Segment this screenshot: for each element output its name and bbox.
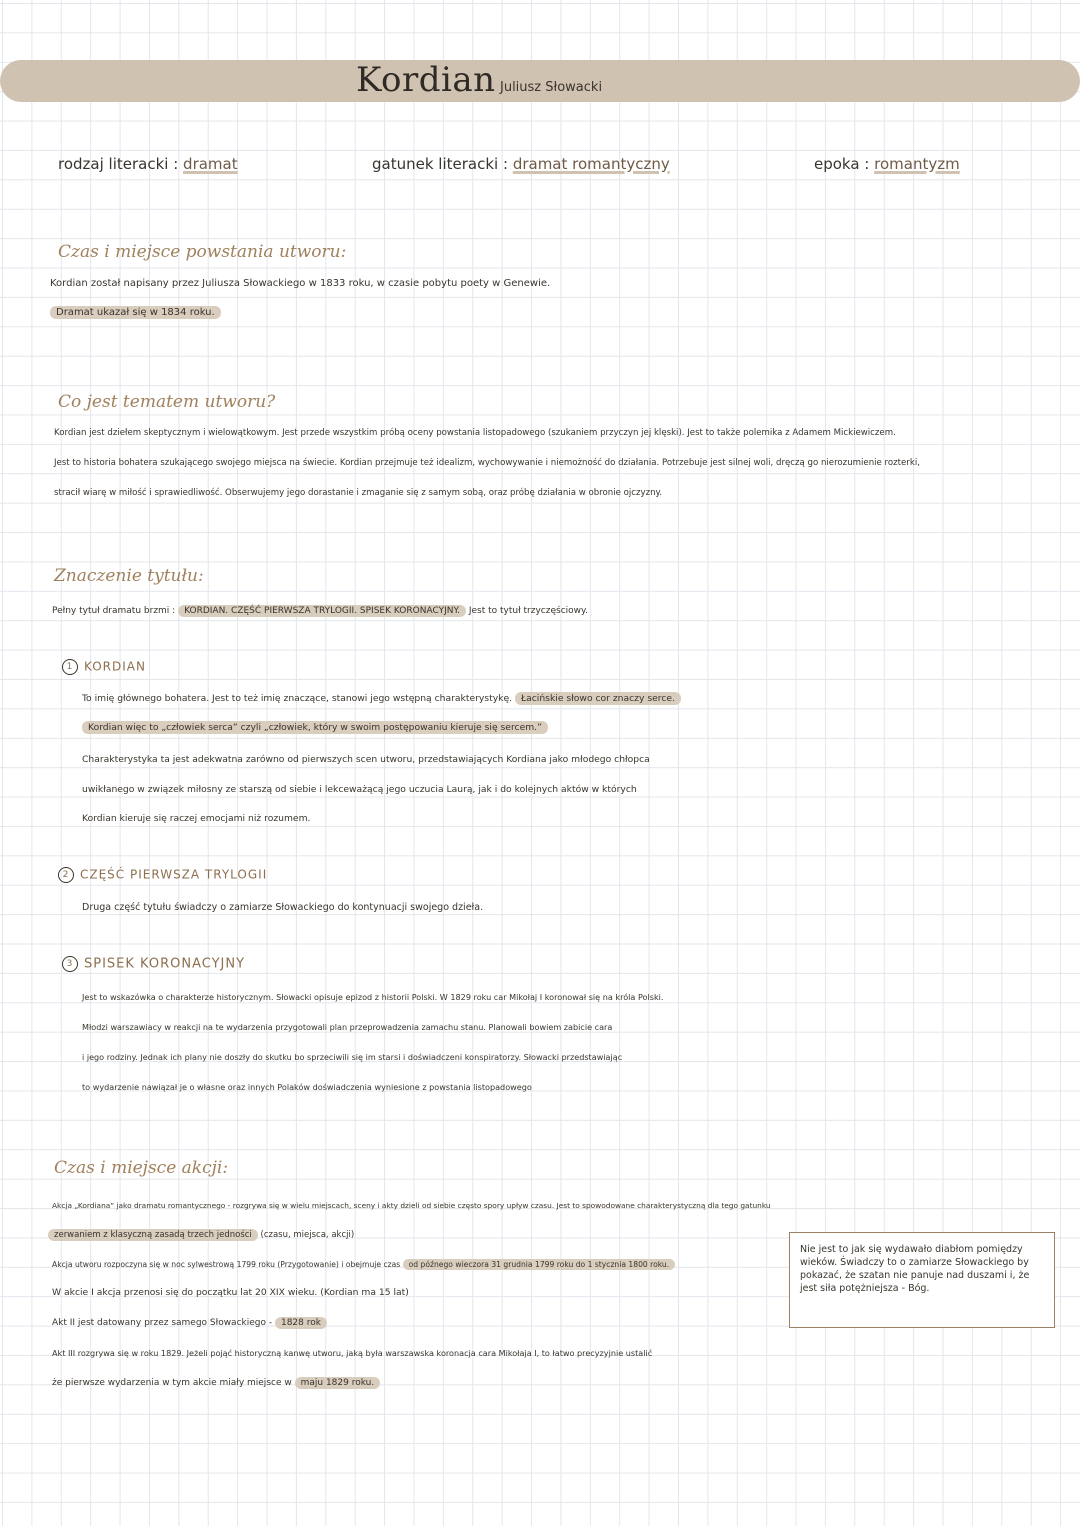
- point-1-heading: [62, 659, 146, 675]
- epoka-label: epoka :: [814, 155, 870, 173]
- akcja-line-5-highlight: 1828 rok: [275, 1317, 327, 1329]
- akcja-line-3-highlight: od późnego wieczora 31 grudnia 1799 roku do 1 stycznia 1800 roku.: [403, 1259, 676, 1270]
- side-note-box: [789, 1232, 1055, 1328]
- rodzaj-label: rodzaj literacki :: [58, 155, 179, 173]
- p2-line-1: Druga część tytułu świadczy o zamiarze Słowackiego do kontynuacji swojego dzieła.: [82, 902, 484, 913]
- p1-line-5: Kordian kieruje się raczej emocjami niż rozumem.: [82, 813, 311, 824]
- epoka-row: [814, 155, 960, 173]
- section-heading-temat: Co jest tematem utworu?: [58, 392, 276, 412]
- gatunek-value: dramat romantyczny: [512, 155, 670, 173]
- znaczenie-intro: [52, 604, 588, 618]
- akcja-line-3-pre: Akcja utworu rozpoczyna się w noc sylwestrową 1799 roku (Przygotowanie) i obejmuje czas: [52, 1260, 401, 1269]
- znaczenie-intro-pre: Pełny tytuł dramatu brzmi :: [52, 606, 176, 616]
- akcja-line-5: [52, 1316, 327, 1330]
- p1-line-1-highlight: Łacińskie słowo cor znaczy serce.: [515, 692, 681, 705]
- akcja-line-2-post: (czasu, miejsca, akcji): [260, 1230, 355, 1240]
- temat-line-3: stracił wiarę w miłość i sprawiedliwość. Obserwujemy jego dorastanie i zmaganie się z samym sobą, oraz próbę działania w obronie ojczyzny.: [54, 488, 663, 498]
- temat-line-2: Jest to historia bohatera szukającego swojego miejsca na świecie. Kordian przejmuje też idealizm, wychowywanie i niemożność do działania. Potrzebuje jest silnej woli, dręczą go nierozumienie rozterki,: [54, 458, 920, 468]
- point-2-title: CZĘŚĆ PIERWSZA TRYLOGII: [80, 867, 268, 882]
- znaczenie-intro-post: Jest to tytuł trzyczęściowy.: [468, 606, 588, 616]
- akcja-line-4: W akcie I akcja przenosi się do początku lat 20 XIX wieku. (Kordian ma 15 lat): [52, 1287, 409, 1298]
- point-2-heading: [58, 867, 267, 883]
- akcja-line-2: [48, 1228, 354, 1242]
- gatunek-label: gatunek literacki :: [372, 155, 509, 173]
- rodzaj-value: dramat: [183, 155, 238, 173]
- point-3-heading: [62, 956, 245, 972]
- p3-line-4: to wydarzenie nawiązał je o własne oraz innych Polaków doświadczenia wyniesione z powstania listopadowego: [82, 1082, 532, 1092]
- point-3-title: SPISEK KORONACYJNY: [84, 956, 246, 972]
- akcja-line-1: Akcja „Kordiana” jako dramatu romantycznego - rozgrywa się w wielu miejscach, sceny i akty dzieli od siebie często spory upływ czasu. Jest to spowodowane charakterystyczną dla tego gatunku: [52, 1201, 771, 1210]
- p1-line-4: uwikłanego w związek miłosny ze starszą od siebie i lekceważącą jego uczucia Laurą, jak i do kolejnych aktów w których: [82, 784, 637, 795]
- p1-line-3: Charakterystyka ta jest adekwatna zarówno od pierwszych scen utworu, przedstawiających Kordiana jako młodego chłopca: [82, 754, 650, 765]
- akcja-line-6: Akt III rozgrywa się w roku 1829. Jeżeli pojąć historyczną kanwę utworu, jaką była warszawska koronacja cara Mikołaja I, to łatwo precyzyjnie ustalić: [52, 1348, 653, 1358]
- powstanie-line-2: [50, 306, 221, 320]
- powstanie-line-1: Kordian został napisany przez Juliusza Słowackiego w 1833 roku, w czasie pobytu poety w Genewie.: [50, 278, 551, 289]
- number-3-icon: 3: [62, 956, 78, 972]
- page-title: Kordian: [356, 60, 496, 100]
- akcja-line-2-highlight: zerwaniem z klasyczną zasadą trzech jedności: [48, 1229, 258, 1241]
- epoka-value: romantyzm: [874, 155, 960, 173]
- side-note-text: Nie jest to jak się wydawało diabłom pomiędzy wieków. Świadczy to o zamiarze Słowackiego by pokazać, że szatan nie panuje nad duszami i, że jest siła potężniejsza - Bóg.: [800, 1244, 1030, 1294]
- akcja-line-3: [52, 1258, 675, 1272]
- number-1-icon: 1: [62, 659, 78, 675]
- akcja-line-7-pre: że pierwsze wydarzenia w tym akcie miały miejsce w: [52, 1378, 292, 1388]
- p3-line-1: Jest to wskazówka o charakterze historycznym. Słowacki opisuje epizod z historii Polski. W 1829 roku car Mikołaj I koronował się na króla Polski.: [82, 992, 664, 1002]
- rodzaj-row: [58, 155, 238, 173]
- p1-line-1-text: To imię głównego bohatera. Jest to też imię znaczące, stanowi jego wstępną charakterystykę.: [82, 693, 513, 704]
- author-name: Juliusz Słowacki: [500, 80, 603, 95]
- p1-line-1: [82, 692, 681, 706]
- p1-line-2: [82, 721, 548, 735]
- p1-line-2-highlight: Kordian więc to „człowiek serca” czyli „człowiek, który w swoim postępowaniu kieruje się sercem.”: [82, 721, 548, 734]
- akcja-line-7: [52, 1376, 380, 1390]
- full-title-highlight: KORDIAN. CZĘŚĆ PIERWSZA TRYLOGII. SPISEK KORONACYJNY.: [178, 605, 466, 617]
- gatunek-row: [372, 155, 670, 173]
- number-2-icon: 2: [58, 867, 74, 883]
- akcja-line-5-pre: Akt II jest datowany przez samego Słowackiego -: [52, 1318, 273, 1328]
- p3-line-3: i jego rodziny. Jednak ich plany nie doszły do skutku bo sprzeciwili się im starsi i doświadczeni konspiratorzy. Słowacki przedstawiając: [82, 1052, 623, 1062]
- section-heading-powstanie: Czas i miejsce powstania utworu:: [58, 242, 347, 262]
- section-heading-akcja: Czas i miejsce akcji:: [54, 1158, 229, 1178]
- section-heading-znaczenie: Znaczenie tytułu:: [54, 566, 204, 586]
- point-1-title: KORDIAN: [84, 659, 146, 674]
- akcja-line-7-highlight: maju 1829 roku.: [295, 1377, 381, 1389]
- p3-line-2: Młodzi warszawiacy w reakcji na te wydarzenia przygotowali plan przeprowadzenia zamachu stanu. Planowali bowiem zabicie cara: [82, 1022, 613, 1032]
- powstanie-highlight: Dramat ukazał się w 1834 roku.: [50, 306, 221, 319]
- temat-line-1: Kordian jest dziełem skeptycznym i wielowątkowym. Jest przede wszystkim próbą oceny powstania listopadowego (szukaniem przyczyn jej klęski). Jest to także polemika z Adamem Mickiewiczem.: [54, 428, 896, 438]
